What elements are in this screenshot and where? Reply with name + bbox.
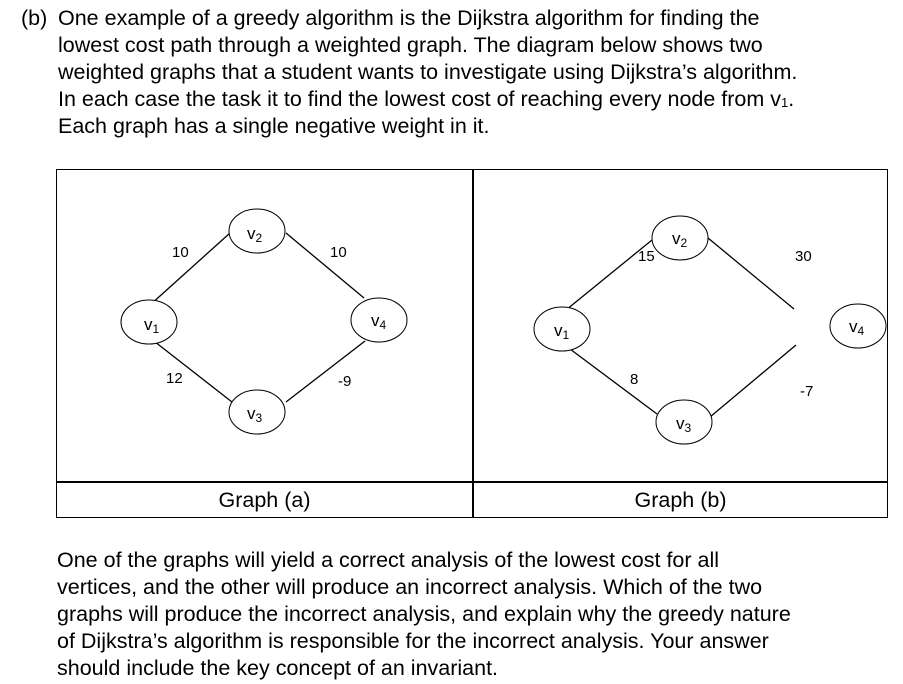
question-line: Each graph has a single negative weight in it.: [58, 114, 490, 138]
node-label-v3: v3: [247, 404, 263, 425]
question-label: (b): [21, 6, 48, 30]
edge-weight-v2-v4: 30: [795, 248, 812, 265]
follow-up-line: One of the graphs will yield a correct analysis of the lowest cost for all: [57, 548, 720, 572]
follow-up-line: of Dijkstra’s algorithm is responsible for the incorrect analysis. Your answer: [57, 629, 769, 653]
edge-v1-v3: [150, 338, 232, 402]
question-text: [21, 5, 891, 140]
edge-weight-v1-v2: 10: [172, 244, 189, 261]
follow-up-line: graphs will produce the incorrect analysis, and explain why the greedy nature: [57, 602, 791, 626]
edge-v2-v4: [708, 238, 794, 309]
edge-v2-v4: [286, 233, 364, 298]
edge-weight-v1-v2: 15: [638, 248, 655, 265]
follow-up-line: should include the key concept of an invariant.: [57, 656, 499, 680]
graph-a-diagram: [57, 170, 472, 481]
follow-up-line: vertices, and the other will produce an incorrect analysis. Which of the two: [57, 575, 763, 599]
graphs-table: [56, 169, 888, 518]
edge-weight-v3-v4: -7: [800, 383, 814, 400]
node-label-v3: v3: [676, 414, 692, 435]
edge-v1-v2: [150, 233, 230, 305]
edge-weight-v1-v3: 12: [166, 370, 183, 387]
edge-v3-v4: [710, 345, 796, 417]
node-label-v2: v2: [672, 229, 688, 250]
edge-v1-v3: [566, 346, 657, 414]
node-label-v1: v1: [554, 321, 570, 342]
edge-weight-v3-v4: -9: [338, 373, 352, 390]
graph-a-caption: Graph (a): [218, 488, 311, 512]
edge-weight-v2-v4: 10: [330, 244, 347, 261]
graph-b-caption: Graph (b): [634, 488, 727, 512]
question-line-text: In each case the task it to find the lowest cost of reaching every node from v: [58, 87, 782, 111]
question-line-subscript: 1: [781, 95, 789, 110]
question-line: [58, 86, 891, 113]
edge-v3-v4: [286, 341, 365, 402]
node-label-v4: v4: [371, 311, 387, 332]
node-label-v1: v1: [144, 315, 160, 336]
graph-b-diagram: [473, 170, 888, 481]
question-line: lowest cost path through a weighted graph. The diagram below shows two: [58, 33, 763, 57]
question-line: weighted graphs that a student wants to investigate using Dijkstra’s algorithm.: [58, 60, 798, 84]
question-line-end: .: [788, 87, 795, 111]
node-label-v2: v2: [247, 224, 263, 245]
question-line: One example of a greedy algorithm is the Dijkstra algorithm for finding the: [58, 6, 760, 30]
edge-weight-v1-v3: 8: [630, 371, 639, 388]
follow-up-question: [57, 547, 887, 682]
node-label-v4: v4: [849, 317, 865, 338]
